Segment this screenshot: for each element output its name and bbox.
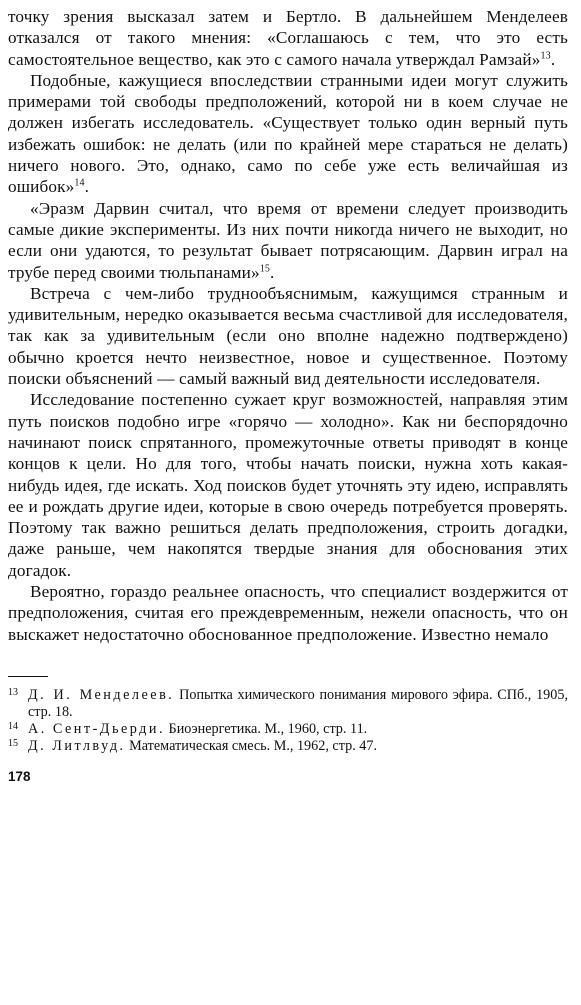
paragraph xyxy=(8,581,568,645)
body-text xyxy=(8,6,568,645)
paragraph-text: Встреча с чем-либо труднообъяснимым, кажущимся странным и удивительным, нередко оказывается весьма счастливой для исследователя, так как за удивительным (если оно вполне надежно подтверждено) обычно кроется нечто неизвестное, новое и существенное. Поэтому поиски объяснений — самый важный вид деятельности исследователя. xyxy=(8,283,568,389)
paragraph xyxy=(8,283,568,389)
paragraph-end: . xyxy=(270,262,275,282)
footnotes xyxy=(8,687,568,755)
footnote xyxy=(8,738,568,755)
paragraph xyxy=(8,6,568,70)
paragraph-text: «Эразм Дарвин считал, что время от времени следует производить самые дикие эксперименты. Из них почти никогда ничего не выходит, но если они удаются, то результат бывает потрясающим. Дарвин играл на трубе перед своими тюльпанами» xyxy=(8,198,568,282)
footnote-divider xyxy=(8,676,48,677)
paragraph xyxy=(8,389,568,581)
paragraph-end: . xyxy=(84,177,90,197)
footnote-number: 13 xyxy=(8,686,18,698)
footnote-ref: 13 xyxy=(540,49,551,61)
paragraph-end: . xyxy=(550,49,556,69)
footnote-number: 15 xyxy=(8,737,18,749)
paragraph-text: Исследование постепенно сужает круг возможностей, направляя этим путь поисков подобно игре «горячо — холодно». Как ни беспорядочно начинают поиск спрятанного, промежуточные ответы приводят в конце концов к цели. Но для того, чтобы начать поиски, нужна хоть какая-нибудь идея, где искать. Ход поисков будет уточнять эту идею, исправлять ее и рождать другие идеи, которые в свою очередь потребуется проверять. Поэтому так важно решиться делать предположения, строить догадки, даже раньше, чем накопятся твердые знания для обоснования этих догадок. xyxy=(8,390,568,580)
paragraph xyxy=(8,198,568,283)
footnote-text: Математическая смесь. М., 1962, стр. 47. xyxy=(129,737,378,754)
footnote-ref: 14 xyxy=(74,177,85,189)
book-page xyxy=(8,6,568,784)
page-number: 178 xyxy=(8,768,31,784)
footnote xyxy=(8,721,568,738)
paragraph-text: Вероятно, гораздо реальнее опасность, что специалист воздержится от предположения, считая его преждевременным, нежели опасность, что он выскажет недостаточно обоснованное предположение. Известно немало xyxy=(8,582,568,644)
footnote-text: Биоэнергетика. М., 1960, стр. 11. xyxy=(168,720,368,737)
paragraph-text: точку зрения высказал затем и Бертло. В дальнейшем Менделеев отказался от такого мнения: «Соглашаюсь с тем, что это есть самостоятельное вещество, как это с самого начала утверждал Рамзай» xyxy=(8,7,568,69)
paragraph xyxy=(8,70,568,198)
footnote xyxy=(8,687,568,721)
footnote-ref: 15 xyxy=(259,262,271,274)
footnote-author: Д. И. Менделеев. xyxy=(28,686,175,703)
footnote-author: А. Сент-Дьерди. xyxy=(28,720,165,737)
footnote-number: 14 xyxy=(8,720,18,732)
paragraph-text: Подобные, кажущиеся впоследствии странными идеи могут служить примерами той свободы предположений, которой ни в коем случае не должен избегать исследователь. «Существует только один верный путь избежать ошибок: не делать (или по крайней мере стараться не делать) ничего нового. Это, однако, само по себе уже есть величайшая из ошибок» xyxy=(8,70,568,197)
footnote-text: Попытка химического понимания мирового эфира. СПб., 1905, стр. 18. xyxy=(28,686,569,720)
footnote-author: Д. Литлвуд. xyxy=(28,737,126,754)
